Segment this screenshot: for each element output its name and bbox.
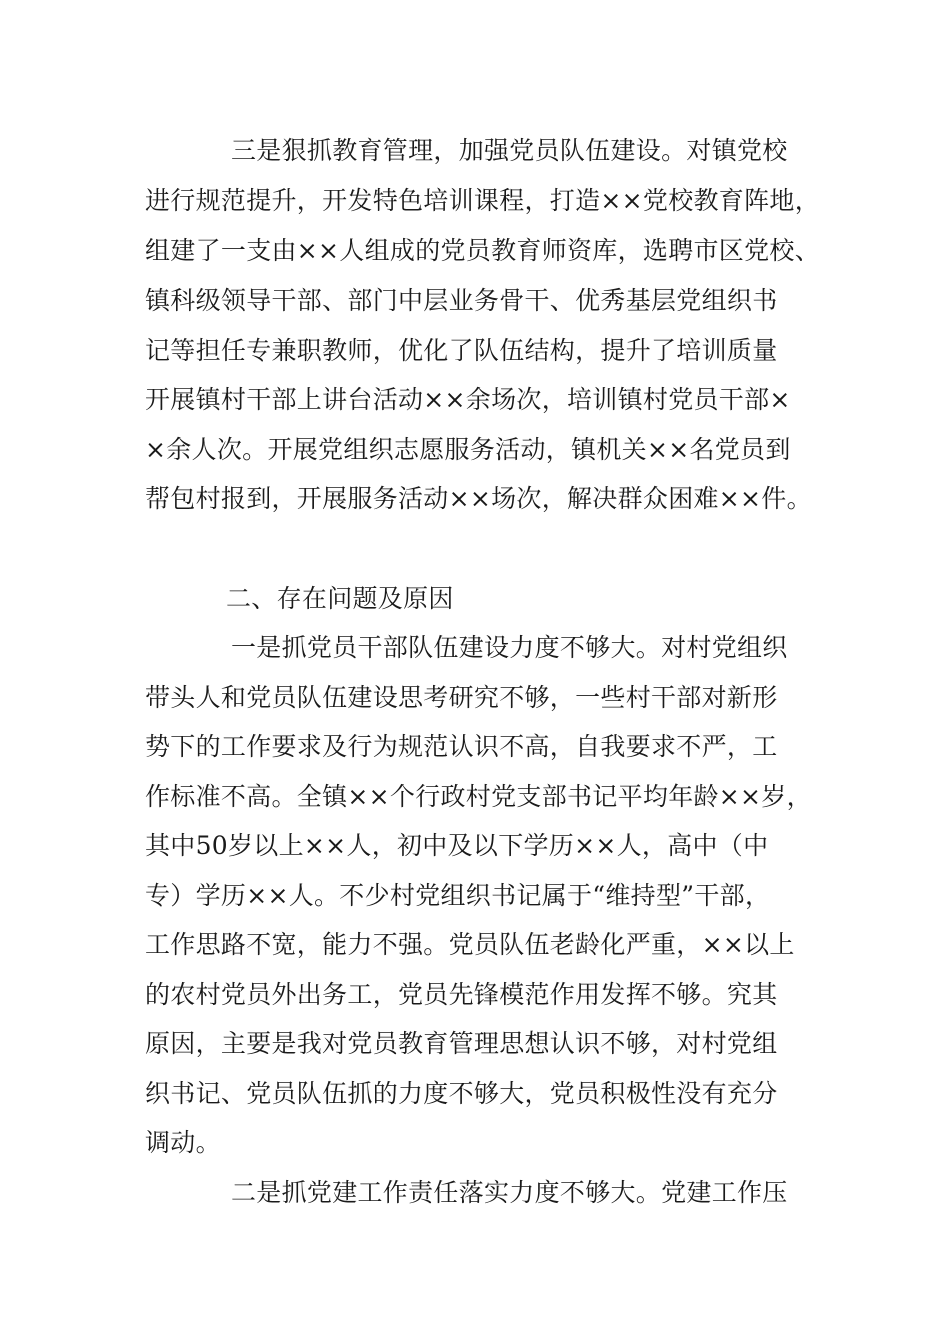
paragraph-line: 开展镇村干部上讲台活动××余场次，培训镇村党员干部× <box>145 385 791 414</box>
paragraph-line: 一是抓党员干部队伍建设力度不够大。对村党组织 <box>231 633 788 662</box>
paragraph-line: 三是狠抓教育管理，加强党员队伍建设。对镇党校 <box>231 136 788 165</box>
paragraph-line: 势下的工作要求及行为规范认识不高，自我要求不严，工 <box>145 732 778 761</box>
paragraph-line: 其中50岁以上××人，初中及以下学历××人，高中（中 <box>145 831 769 860</box>
paragraph-line: 作标准不高。全镇××个行政村党支部书记平均年龄××岁， <box>145 782 812 811</box>
paragraph-line: 组建了一支由××人组成的党员教育师资库，选聘市区党校、 <box>145 236 820 265</box>
paragraph-line: 工作思路不宽，能力不强。党员队伍老龄化严重，××以上 <box>145 930 795 959</box>
paragraph-line: 调动。 <box>145 1128 221 1157</box>
paragraph-line: 专）学历××人。不少村党组织书记属于“维持型”干部， <box>145 881 771 910</box>
paragraph-line: 记等担任专兼职教师，优化了队伍结构，提升了培训质量 <box>145 336 778 365</box>
paragraph-line: 镇科级领导干部、部门中层业务骨干、优秀基层党组织书 <box>145 286 778 315</box>
paragraph-line: 进行规范提升，开发特色培训课程，打造××党校教育阵地， <box>145 186 820 215</box>
paragraph-line: 原因，主要是我对党员教育管理思想认识不够，对村党组 <box>145 1029 778 1058</box>
paragraph-line: 带头人和党员队伍建设思考研究不够，一些村干部对新形 <box>145 683 778 712</box>
paragraph-line: 的农村党员外出务工，党员先锋模范作用发挥不够。究其 <box>145 980 778 1009</box>
paragraph-line: ×余人次。开展党组织志愿服务活动，镇机关××名党员到 <box>145 435 791 464</box>
section-heading: 二、存在问题及原因 <box>226 584 454 613</box>
paragraph-line: 帮包村报到，开展服务活动××场次，解决群众困难××件。 <box>145 484 812 513</box>
paragraph-line: 二是抓党建工作责任落实力度不够大。党建工作压 <box>231 1178 788 1207</box>
paragraph-line: 织书记、党员队伍抓的力度不够大，党员积极性没有充分 <box>145 1079 778 1108</box>
